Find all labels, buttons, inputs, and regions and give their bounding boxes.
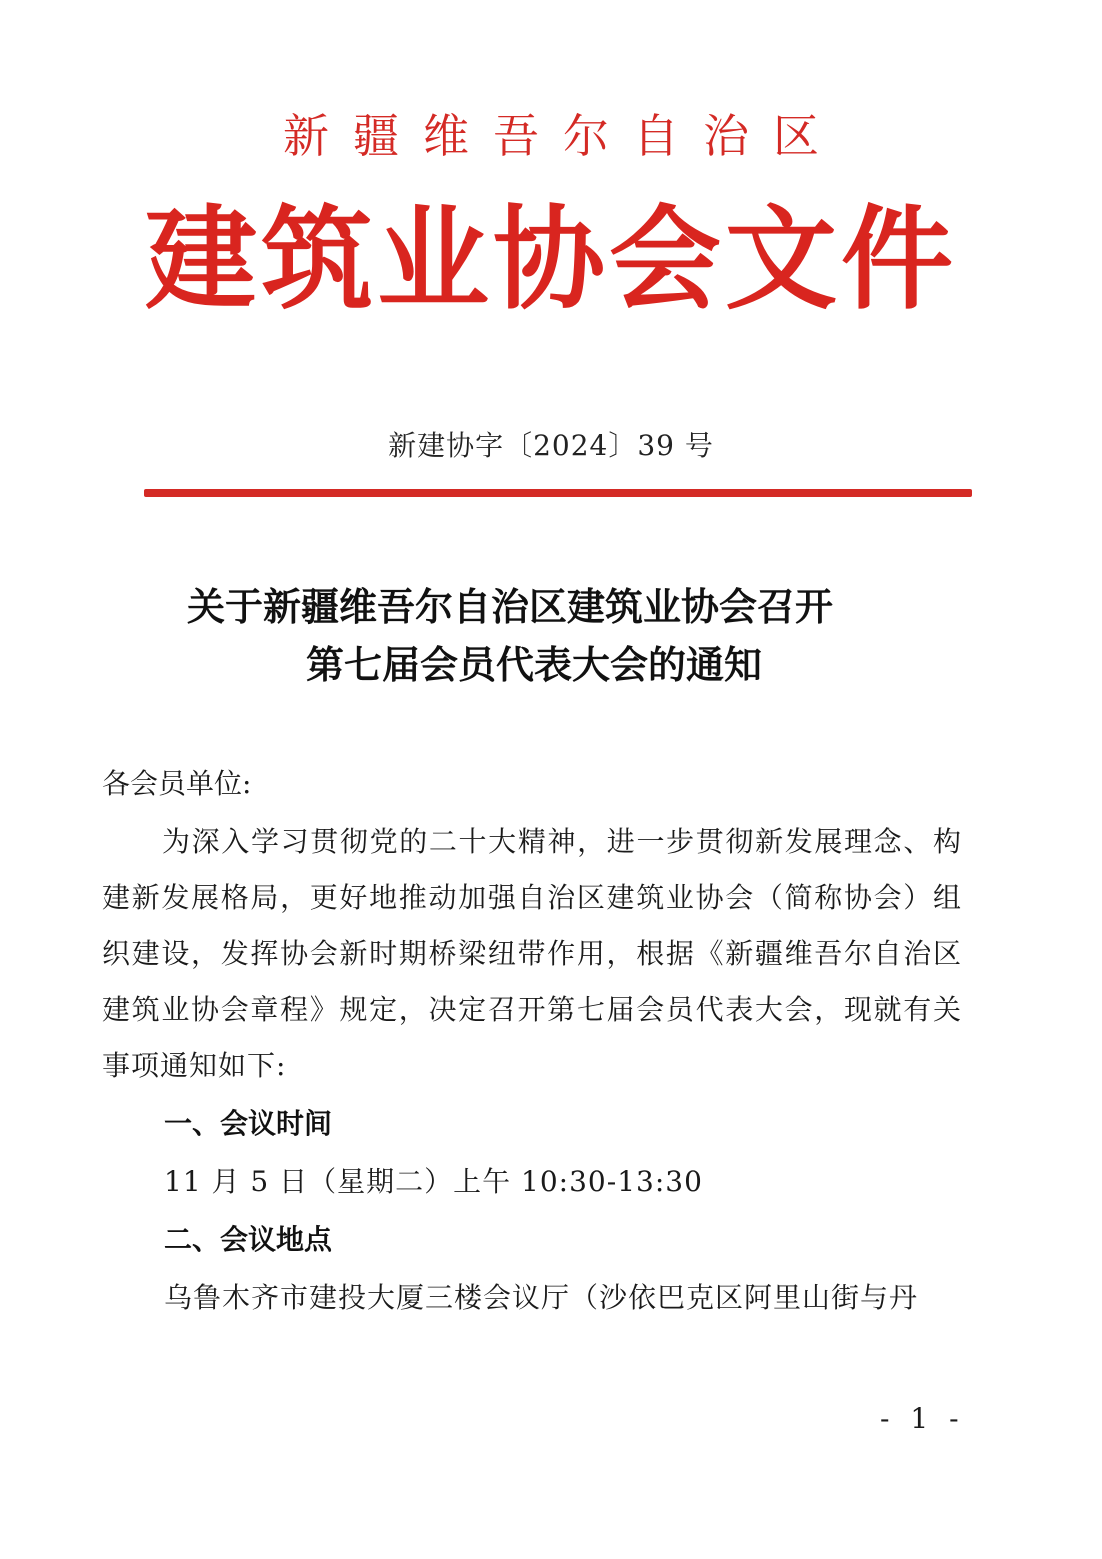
- notice-title-line-1: 关于新疆维吾尔自治区建筑业协会召开: [186, 584, 833, 629]
- meeting-time-text: 11 月 5 日（星期二）上午 10:30-13:30: [164, 1165, 703, 1198]
- document-header-title: 建筑业协会文件: [145, 194, 957, 325]
- notice-title-line-2: 第七届会员代表大会的通知: [305, 642, 762, 687]
- notice-title: [0, 578, 1102, 694]
- document-number: 新建协字〔2024〕39 号: [388, 429, 714, 462]
- page-number: - 1 -: [880, 1402, 965, 1435]
- meeting-place-text: 乌鲁木齐市建投大厦三楼会议厅（沙依巴克区阿里山街与丹: [164, 1281, 919, 1314]
- section-heading-meeting-time: 一、会议时间: [164, 1107, 333, 1140]
- intro-paragraph: 为深入学习贯彻党的二十大精神，进一步贯彻新发展理念、构建新发展格局，更好地推动加强自治区建筑业协会（简称协会）组织建设，发挥协会新时期桥梁纽带作用，根据《新疆维吾尔自治区建筑业协会章程》规定，决定召开第七届会员代表大会，现就有关事项通知如下:: [102, 825, 962, 1082]
- section-heading-meeting-place: 二、会议地点: [164, 1223, 333, 1256]
- salutation: 各会员单位:: [102, 767, 252, 800]
- issuing-organization: 新疆维吾尔自治区: [283, 109, 843, 163]
- red-divider-line: [144, 489, 972, 497]
